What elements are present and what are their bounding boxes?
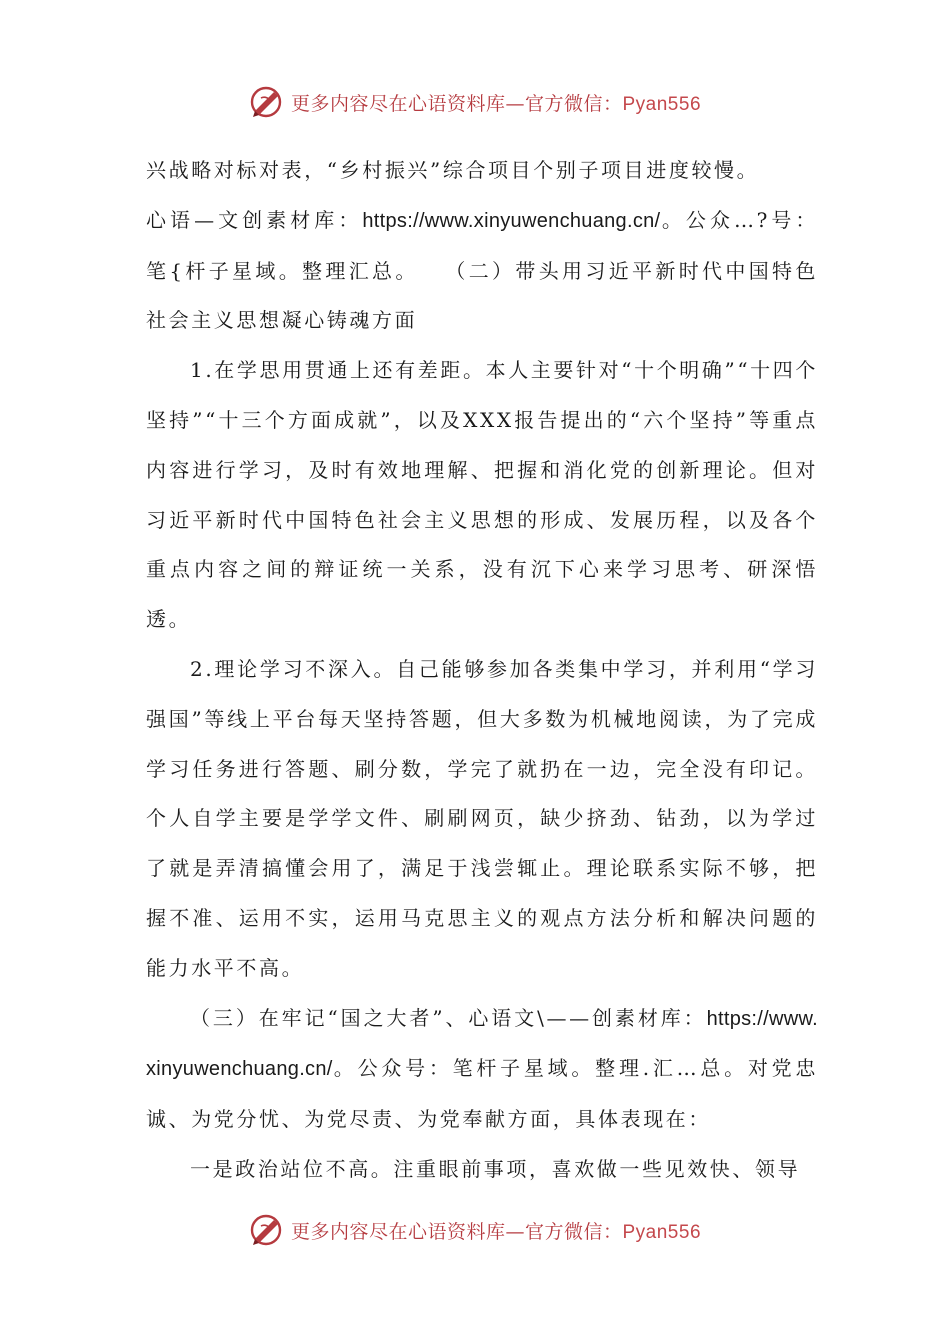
pen-logo-icon [249, 84, 285, 120]
document-body [146, 146, 818, 1195]
paragraph-1: 兴战略对标对表，“乡村振兴”综合项目个别子项目进度较慢。 [146, 158, 760, 182]
footer-banner [0, 1208, 950, 1252]
pen-logo-icon [249, 1212, 285, 1248]
paragraph-3: 1.在学思用贯通上还有差距。本人主要针对“十个明确”“十四个坚持”“十三个方面成就”，以及XXX报告提出的“六个坚持”等重点内容进行学习，及时有效地理解、把握和消化党的创新理论。但对习近平新时代中国特色社会主义思想的形成、发展历程，以及各个重点内容之间的辩证统一关系，没有沉下心来学习思考、研深悟透。 [146, 358, 818, 632]
link-url: https://www.xinyuwenchuang.cn/ [362, 209, 661, 232]
paragraph-5: （三）在牢记“国之大者”、心语文\——创素材库：https://www.xinyuwenchuang.cn/。公众号：笔杆子星域。整理.汇…总。对党忠诚、为党分忧、为党尽责、为党奉献方面，具体表现在： [146, 1005, 818, 1132]
banner-text: 更多内容尽在心语资料库—官方微信：Pyan556 [290, 92, 702, 115]
header-banner [0, 80, 950, 124]
wechat-id: Pyan556 [622, 93, 702, 115]
paragraph-2: 心语—文创素材库：https://www.xinyuwenchuang.cn/。公众…?号：笔{杆子星域。整理汇总。 （二）带头用习近平新时代中国特色社会主义思想凝心铸魂方面 [146, 207, 818, 333]
wechat-id: Pyan556 [622, 1221, 702, 1243]
banner-text: 更多内容尽在心语资料库—官方微信：Pyan556 [290, 1220, 702, 1243]
paragraph-6: 一是政治站位不高。注重眼前事项，喜欢做一些见效快、领导 [190, 1156, 801, 1181]
paragraph-4: 2.理论学习不深入。自己能够参加各类集中学习，并利用“学习强国”等线上平台每天坚持答题，但大多数为机械地阅读，为了完成学习任务进行答题、刷分数，学完了就扔在一边，完全没有印记。个人自学主要是学学文件、刷刷网页，缺少挤劲、钻劲，以为学过了就是弄清搞懂会用了，满足于浅尝辄止。理论联系实际不够，把握不准、运用不实，运用马克思主义的观点方法分析和解决问题的能力水平不高。 [146, 656, 818, 980]
link-url: https://www.xinyuwenchuang.cn/ [146, 1007, 818, 1081]
